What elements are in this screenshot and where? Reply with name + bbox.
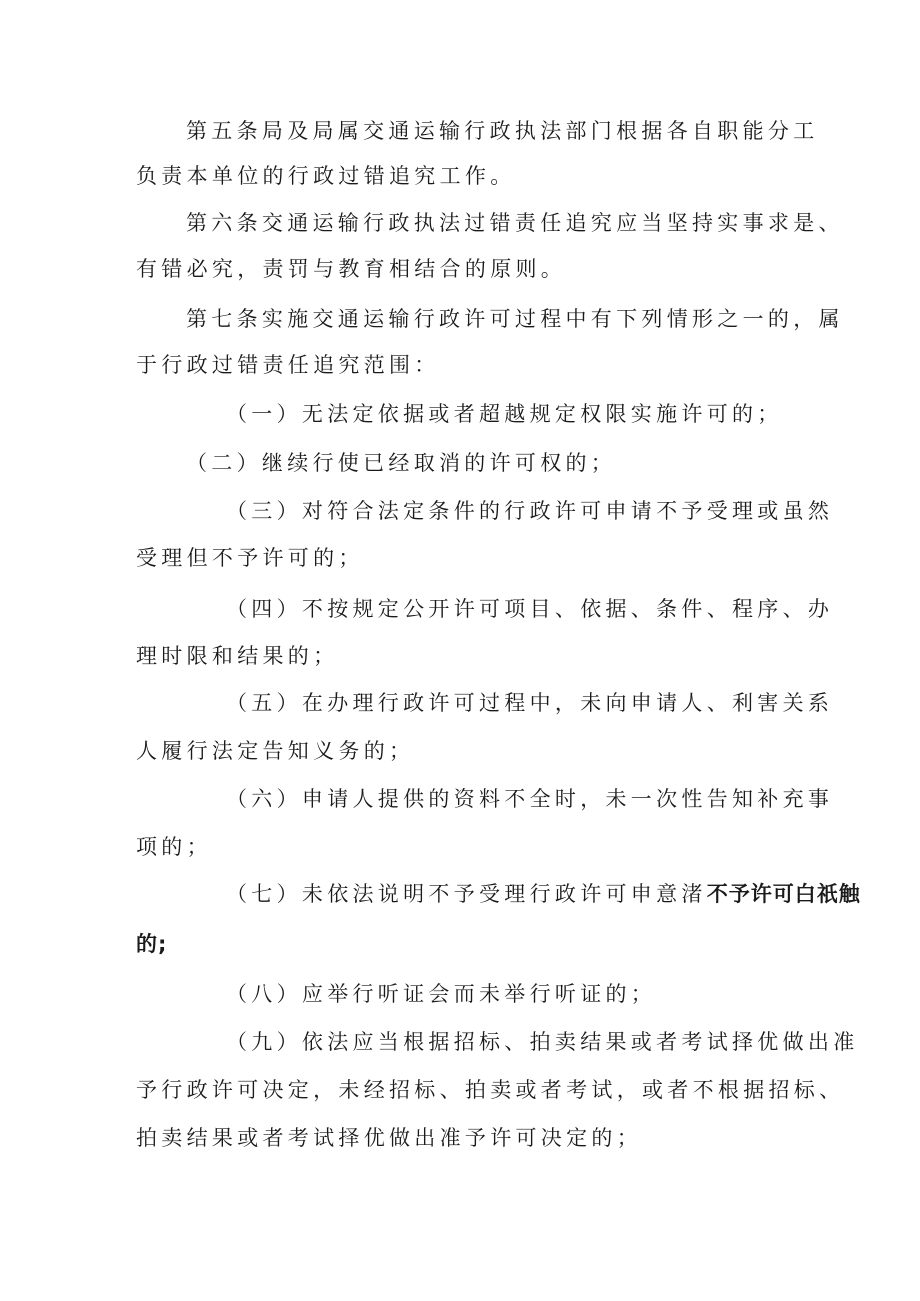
- list-item-line: [226, 884, 861, 905]
- paragraph-line: 于行政过错责任追究范围：: [136, 353, 440, 377]
- paragraph-line: 有错必究，责罚与教育相结合的原则。: [136, 257, 567, 281]
- list-item-line: （一）无法定依据或者超越规定权限实施许可的；: [226, 402, 783, 426]
- list-item-line: 理时限和结果的；: [136, 644, 339, 668]
- list-item-bold-tail: 不予许可白祇触: [706, 882, 861, 906]
- list-item-line: （九）依法应当根据招标、拍卖结果或者考试择优做出准: [226, 1030, 859, 1054]
- list-item-line: （五）在办理行政许可过程中，未向申请人、利害关系: [226, 691, 834, 715]
- list-item-line: 拍卖结果或者考试择优做出准予许可决定的；: [136, 1126, 642, 1150]
- paragraph-line: 负责本单位的行政过错追究工作。: [136, 164, 516, 188]
- list-item-text: （七）未依法说明不予受理行政许可申意渚: [226, 882, 707, 906]
- list-item-line: （三）对符合法定条件的行政许可申请不予受理或虽然: [226, 499, 834, 523]
- list-item-line: （六）申请人提供的资料不全时，未一次性告知补充事: [226, 787, 834, 811]
- list-item-line: 人履行法定告知义务的；: [136, 739, 415, 763]
- list-item-line: 予行政许可决定，未经招标、拍卖或者考试，或者不根据招标、: [136, 1078, 845, 1102]
- paragraph-line: 第五条局及局属交通运输行政执法部门根据各自职能分工: [186, 119, 819, 143]
- list-item-line: （二）继续行使已经取消的许可权的；: [186, 451, 617, 475]
- list-item-line: 受理但不予许可的；: [136, 546, 364, 570]
- paragraph-line: 第六条交通运输行政执法过错责任追究应当坚持实事求是、: [186, 211, 844, 235]
- list-item-line: 的;: [136, 932, 168, 956]
- list-item-line: 项的；: [136, 835, 212, 859]
- list-item-line: （四）不按规定公开许可项目、依据、条件、程序、办: [226, 597, 834, 621]
- list-item-line: （八）应举行听证会而未举行听证的；: [226, 982, 657, 1006]
- paragraph-line: 第七条实施交通运输行政许可过程中有下列情形之一的，属: [186, 307, 844, 331]
